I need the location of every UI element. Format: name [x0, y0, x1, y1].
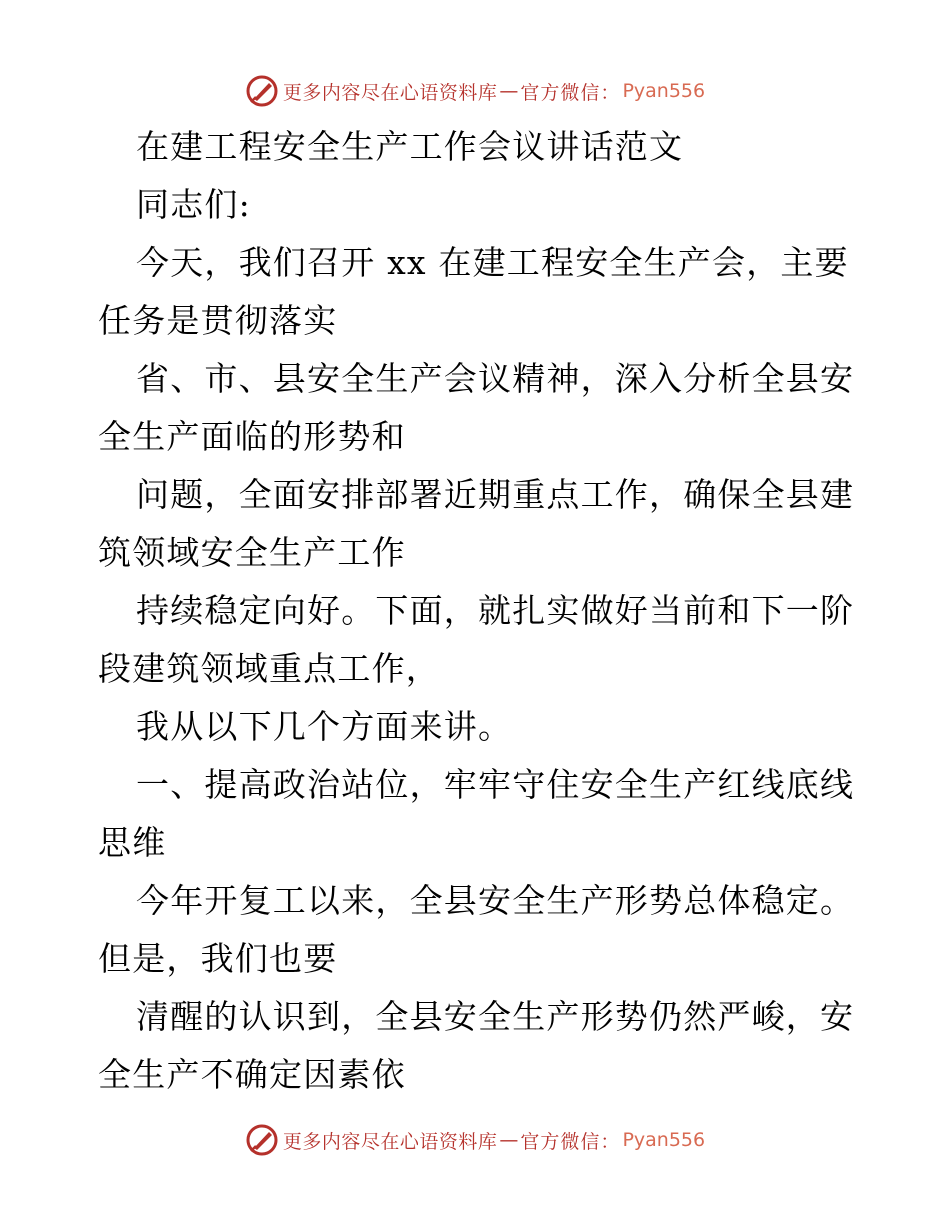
document-title: 在建工程安全生产工作会议讲话范文 [136, 127, 684, 166]
text-line: 思维 [98, 823, 167, 862]
text-line: 今年开复工以来，全县安全生产形势总体稳定。 [136, 881, 855, 920]
text-line: 同志们: [136, 185, 251, 224]
text-line: 但是，我们也要 [98, 939, 338, 978]
watermark-site-text: 更多内容尽在心语资料库 [282, 1130, 498, 1153]
text-line: 全生产面临的形势和 [98, 417, 406, 456]
feather-logo-icon [245, 1123, 279, 1157]
watermark-wechat-id: Pyan556 [622, 80, 706, 102]
header-watermark [0, 71, 950, 111]
text-line: 段建筑领域重点工作， [98, 649, 440, 688]
feather-logo-icon [245, 74, 279, 108]
document-body [98, 118, 858, 1104]
watermark-separator: — [499, 80, 519, 102]
document-paragraphs [98, 176, 858, 1104]
watermark-official-text: 官方微信： [520, 81, 621, 104]
footer-watermark [0, 1120, 950, 1160]
watermark-official-text: 官方微信： [520, 1130, 621, 1153]
watermark-separator: — [499, 1129, 519, 1151]
text-line: 一、提高政治站位，牢牢守住安全生产红线底线 [136, 765, 855, 804]
text-line: 持续稳定向好。下面，就扎实做好当前和下一阶 [136, 591, 855, 630]
text-line: 我从以下几个方面来讲。 [136, 707, 513, 746]
watermark-site-text: 更多内容尽在心语资料库 [282, 81, 498, 104]
text-line: 今天，我们召开 xx 在建工程安全生产会，主要 [136, 243, 849, 282]
text-line: 全生产不确定因素依 [98, 1055, 406, 1094]
text-line: 清醒的认识到，全县安全生产形势仍然严峻，安 [136, 997, 855, 1036]
text-line: 省、市、县安全生产会议精神，深入分析全县安 [136, 359, 855, 398]
watermark-wechat-id: Pyan556 [622, 1129, 706, 1151]
text-line: 问题，全面安排部署近期重点工作，确保全县建 [136, 475, 855, 514]
text-line: 筑领域安全生产工作 [98, 533, 406, 572]
text-line: 任务是贯彻落实 [98, 301, 338, 340]
